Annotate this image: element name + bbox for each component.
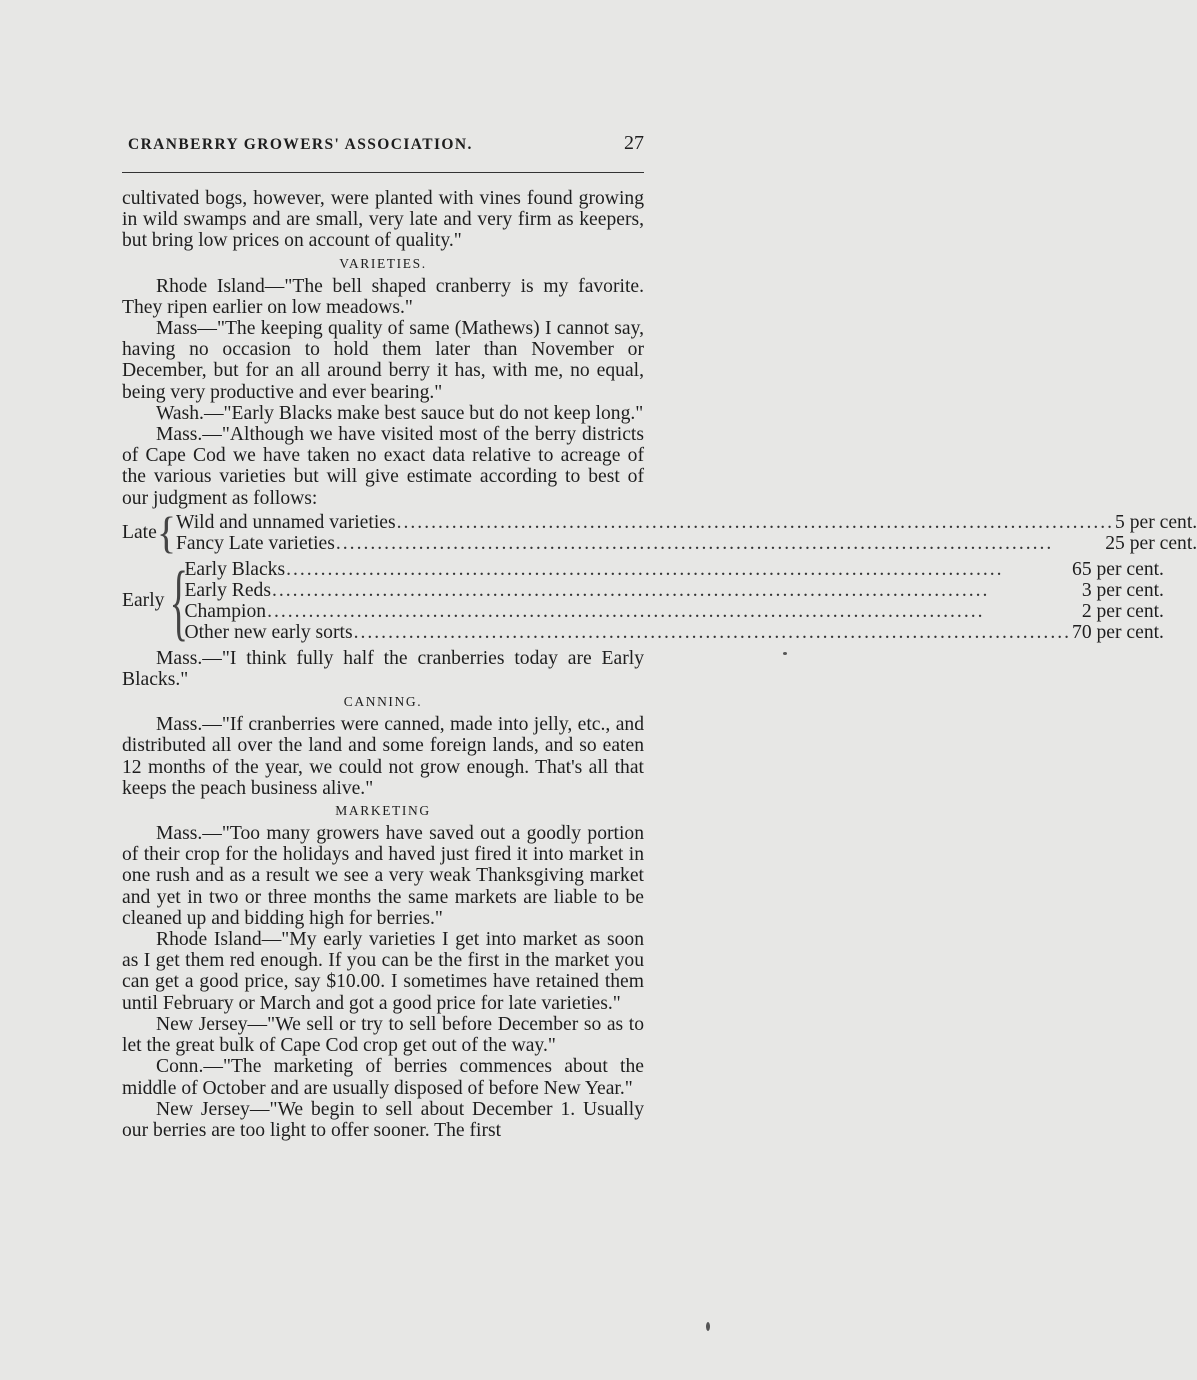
variety-row	[184, 559, 1164, 580]
paragraph: Mass.—"If cranberries were canned, made into jelly, etc., and distributed all over the land and some foreign lands, and so eaten 12 months of the year, we could not grow enough. That's all that keeps the peach business alive."	[122, 714, 644, 799]
section-heading-canning: CANNING.	[343, 694, 423, 710]
running-header	[128, 132, 644, 154]
paragraph: Rhode Island—"My early varieties I get into market as soon as I get them red enough. If you can be the first in the market you can get a good price, say $10.00. I sometimes have retained them until February or March and got a good price for late varieties."	[122, 929, 644, 1014]
body-text	[122, 188, 1197, 1141]
dot-leader	[336, 533, 1104, 554]
variety-row	[176, 512, 1197, 533]
paragraph: Mass.—"Too many growers have saved out a goodly portion of their crop for the holidays and haved just fired it into market in one rush and as a result we see a very weak Thanksgiving market and yet in two or three months the same markets are liable to be cleaned up and bidding high for berries."	[122, 823, 644, 929]
paragraph: Wash.—"Early Blacks make best sauce but do not keep long."	[156, 402, 644, 424]
variety-name: Fancy Late varieties	[176, 532, 335, 554]
brace-glyph: {	[156, 507, 177, 558]
variety-percent: 2 per cent.	[1081, 600, 1164, 622]
variety-name: Other new early sorts	[184, 621, 353, 643]
early-varieties-group	[122, 552, 1164, 649]
variety-percent: 65 per cent.	[1072, 558, 1164, 580]
dot-leader	[397, 512, 1114, 533]
section-heading-marketing: MARKETING	[335, 803, 431, 819]
variety-row	[176, 533, 1197, 554]
page-number: 27	[624, 132, 644, 154]
paragraph: New Jersey—"We begin to sell about December 1. Usually our berries are too light to offer sooner. The first	[122, 1098, 644, 1141]
paragraph: Conn.—"The marketing of berries commences about the middle of October and are usually disposed of before New Year."	[122, 1056, 644, 1099]
paragraph: cultivated bogs, however, were planted with vines found growing in wild swamps and are small, very late and very firm as keepers, but bring low prices on account of quality."	[122, 188, 644, 252]
dot-leader	[267, 601, 1081, 622]
paragraph: Mass.—"I think fully half the cranberries today are Early Blacks."	[122, 647, 644, 691]
dot-leader	[286, 559, 1071, 580]
paragraph: Rhode Island—"The bell shaped cranberry is my favorite. They ripen earlier on low meadows."	[122, 275, 644, 318]
paragraph: Mass.—"Although we have visited most of the berry districts of Cape Cod we have taken no exact data relative to acreage of the various varieties but will give estimate according to best of our judgment as follows:	[122, 424, 644, 509]
ink-speck	[783, 652, 787, 655]
paragraph: Mass—"The keeping quality of same (Mathews) I cannot say, having no occasion to hold them later than November or December, but for an all around berry it has, with me, no equal, being very productive and ever bearing."	[122, 318, 644, 403]
variety-name: Early Reds	[184, 579, 271, 601]
variety-percent: 25 per cent.	[1105, 532, 1197, 554]
header-rule	[122, 172, 644, 173]
variety-percent: 3 per cent.	[1081, 579, 1164, 601]
late-label: Late	[122, 522, 157, 544]
section-heading-varieties: VARIETIES.	[339, 255, 427, 271]
variety-row	[184, 601, 1164, 622]
variety-name: Wild and unnamed varieties	[176, 511, 396, 533]
variety-percent: 5 per cent.	[1115, 511, 1197, 533]
variety-name: Early Blacks	[184, 558, 286, 580]
variety-name: Champion	[184, 600, 267, 622]
ink-speck	[706, 1322, 710, 1331]
dot-leader	[354, 622, 1071, 643]
variety-percent: 70 per cent.	[1072, 621, 1164, 643]
variety-row	[184, 622, 1164, 643]
dot-leader	[272, 580, 1081, 601]
paragraph: New Jersey—"We sell or try to sell before December so as to let the great bulk of Cape Cod crop get out of the way."	[122, 1013, 644, 1057]
variety-row	[184, 580, 1164, 601]
late-varieties-group	[122, 507, 1197, 558]
early-label: Early	[122, 590, 165, 612]
brace-glyph: {	[169, 552, 189, 649]
header-title: CRANBERRY GROWERS' ASSOCIATION.	[128, 136, 473, 153]
